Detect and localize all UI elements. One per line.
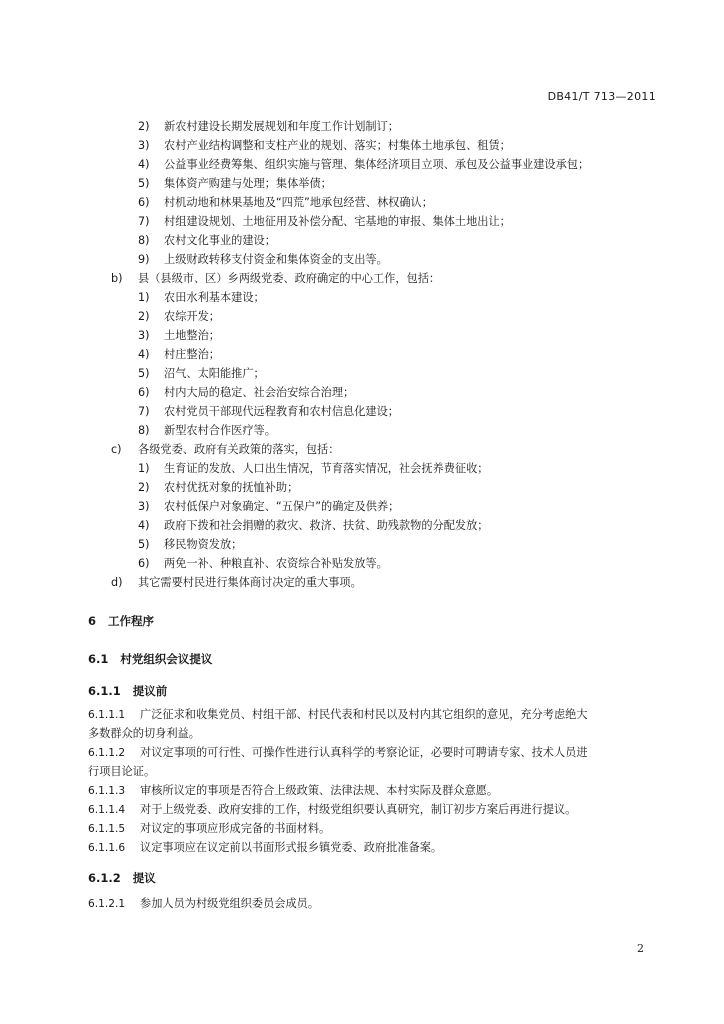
clause-6-1-1-3: 6.1.1.3 审核所议定的事项是否符合上级政策、法律法规、本村实际及群众意愿。: [88, 784, 499, 797]
list-item: 4) 政府下拨和社会捐赠的救灾、救济、扶贫、助残款物的分配发放；: [138, 519, 489, 532]
clause-6-1-2-1: 6.1.2.1 参加人员为村级党组织委员会成员。: [88, 897, 320, 910]
list-item: 1) 农田水利基本建设；: [138, 291, 265, 304]
clause-6-1-1-2: 6.1.1.2 对议定事项的可行性、可操作性进行认真科学的考察论证，必要时可聘请专家、技术人员进: [88, 746, 588, 759]
list-item: 7) 农村党员干部现代远程教育和农村信息化建设；: [138, 405, 399, 418]
clause-6-1-1-1: 6.1.1.1 广泛征求和收集党员、村组干部、村民代表和村民以及村内其它组织的意见，充分考虑绝大: [88, 708, 588, 721]
list-item: 3) 土地整治；: [138, 329, 220, 342]
list-item: 8) 新型农村合作医疗等。: [138, 424, 276, 437]
list-item: 7) 村组建设规划、土地征用及补偿分配、宅基地的审报、集体土地出让；: [138, 215, 511, 228]
list-item: 5) 移民物资发放；: [138, 538, 243, 551]
list-item: 5) 集体资产购建与处理；集体举债；: [138, 177, 332, 190]
list-item: 2) 农村优抚对象的抚恤补助；: [138, 481, 299, 494]
list-item: 6) 村内大局的稳定、社会治安综合治理；: [138, 386, 355, 399]
list-item: 6) 两免一补、种粮直补、农资综合补贴发放等。: [138, 557, 388, 570]
list-item-b: b) 县（县级市、区）乡两级党委、政府确定的中心工作，包括：: [111, 272, 441, 285]
list-item: 5) 沼气、太阳能推广；: [138, 367, 265, 380]
list-item: 4) 公益事业经费筹集、组织实施与管理、集体经济项目立项、承包及公益事业建设承包；: [138, 158, 590, 171]
list-item: 2) 农综开发；: [138, 310, 220, 323]
list-item-d: d) 其它需要村民进行集体商讨决定的重大事项。: [111, 576, 362, 589]
list-item: 3) 农村低保户对象确定、“五保户”的确定及供养；: [138, 500, 400, 513]
section-heading-6-1-1: 6.1.1 提议前: [88, 684, 168, 698]
list-item: 8) 农村文化事业的建设；: [138, 234, 276, 247]
section-heading-6: 6 工作程序: [88, 614, 155, 628]
list-item-c: c) 各级党委、政府有关政策的落实，包括：: [111, 443, 340, 456]
page-number: 2: [637, 942, 644, 955]
list-item: 2) 新农村建设长期发展规划和年度工作计划制订；: [138, 120, 399, 133]
clause-6-1-1-4: 6.1.1.4 对于上级党委、政府安排的工作，村级党组织要认真研究，制订初步方案后再进行提议。: [88, 803, 577, 816]
clause-6-1-1-6: 6.1.1.6 议定事项应在议定前以书面形式报乡镇党委、政府批准备案。: [88, 841, 443, 854]
section-heading-6-1: 6.1 村党组织会议提议: [88, 652, 213, 666]
section-heading-6-1-2: 6.1.2 提议: [88, 871, 156, 885]
standard-code: DB41/T 713—2011: [547, 90, 656, 103]
list-item: 4) 村庄整治；: [138, 348, 220, 361]
list-item: 3) 农村产业结构调整和支柱产业的规划、落实；村集体土地承包、租赁；: [138, 139, 511, 152]
list-item: 6) 村机动地和林果基地及“四荒”地承包经营、林权确认；: [138, 196, 433, 209]
clause-continuation: 行项目论证。: [88, 765, 156, 778]
clause-continuation: 多数群众的切身利益。: [88, 727, 200, 740]
clause-6-1-1-5: 6.1.1.5 对议定的事项应形成完备的书面材料。: [88, 822, 331, 835]
list-item: 1) 生育证的发放、人口出生情况，节育落实情况，社会抚养费征收；: [138, 462, 489, 475]
list-item: 9) 上级财政转移支付资金和集体资金的支出等。: [138, 253, 388, 266]
